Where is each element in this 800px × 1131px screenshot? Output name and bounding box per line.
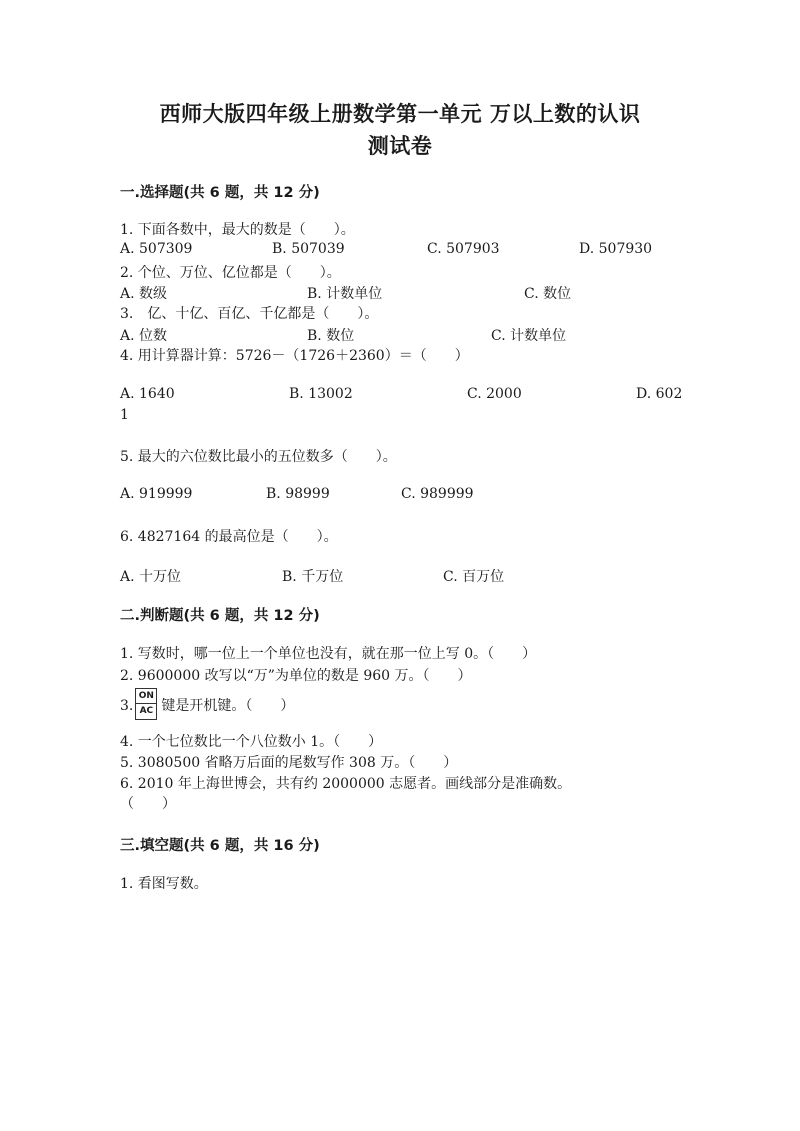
page-title-line-1: 西师大版四年级上册数学第一单元 万以上数的认识 xyxy=(159,102,641,126)
on-ac-key-icon xyxy=(135,688,157,720)
section-heading-judgement: 二.判断题(共 6 题，共 12 分) xyxy=(120,608,320,624)
option-b: B. 13002 xyxy=(289,386,353,402)
question-stem: 2. 9600000 改写以“万”为单位的数是 960 万。（ ） xyxy=(120,668,472,684)
question-number: 3. xyxy=(120,698,134,714)
question-stem: 6. 4827164 的最高位是（ ）。 xyxy=(120,529,338,545)
option-c: C. 百万位 xyxy=(443,569,505,585)
question-stem: 5. 3080500 省略万后面的尾数写作 308 万。（ ） xyxy=(120,755,458,771)
key-label-bottom: AC xyxy=(139,706,154,716)
question-stem: 1. 看图写数。 xyxy=(120,876,208,892)
question-stem: 3. 亿、十亿、百亿、千亿都是（ ）。 xyxy=(120,306,379,322)
option-a: A. 十万位 xyxy=(120,569,182,585)
option-b: B. 数位 xyxy=(307,328,355,344)
option-c: C. 数位 xyxy=(524,286,572,302)
question-stem: 2. 个位、万位、亿位都是（ ）。 xyxy=(120,265,341,281)
option-b: B. 507039 xyxy=(272,241,345,257)
question-text: 键是开机键。（ ） xyxy=(161,698,295,714)
option-a: A. 919999 xyxy=(120,486,193,502)
option-c: C. 计数单位 xyxy=(491,328,567,344)
key-label-top: ON xyxy=(136,689,156,704)
section-heading-choice: 一.选择题(共 6 题，共 12 分) xyxy=(120,185,320,201)
option-a: A. 数级 xyxy=(120,286,168,302)
question-stem: 5. 最大的六位数比最小的五位数多（ ）。 xyxy=(120,449,397,465)
answer-blank: （ ） xyxy=(120,796,176,812)
option-a: A. 507309 xyxy=(120,241,193,257)
question-stem: 1. 下面各数中，最大的数是（ ）。 xyxy=(120,222,355,238)
option-c: C. 2000 xyxy=(467,386,522,402)
option-b: B. 98999 xyxy=(266,486,330,502)
option-a: A. 位数 xyxy=(120,328,168,344)
section-heading-fill-blank: 三.填空题(共 6 题，共 16 分) xyxy=(120,838,320,854)
option-a: A. 1640 xyxy=(120,386,175,402)
option-b: B. 计数单位 xyxy=(307,286,383,302)
option-d-wrap: 1 xyxy=(120,407,129,423)
question-stem: 6. 2010 年上海世博会，共有约 2000000 志愿者。画线部分是准确数。 xyxy=(120,776,572,792)
option-c: C. 507903 xyxy=(427,241,500,257)
option-c: C. 989999 xyxy=(401,486,474,502)
question-stem-with-key xyxy=(120,690,294,722)
option-d: D. 507930 xyxy=(579,241,653,257)
question-stem: 1. 写数时，哪一位上一个单位也没有，就在那一位上写 0。（ ） xyxy=(120,646,537,662)
option-b: B. 千万位 xyxy=(282,569,344,585)
question-stem: 4. 一个七位数比一个八位数小 1。（ ） xyxy=(120,734,383,750)
page-title-line-2: 测试卷 xyxy=(367,134,433,158)
option-d: D. 602 xyxy=(636,386,683,402)
question-stem: 4. 用计算器计算：5726－（1726＋2360）＝（ ） xyxy=(120,348,469,364)
